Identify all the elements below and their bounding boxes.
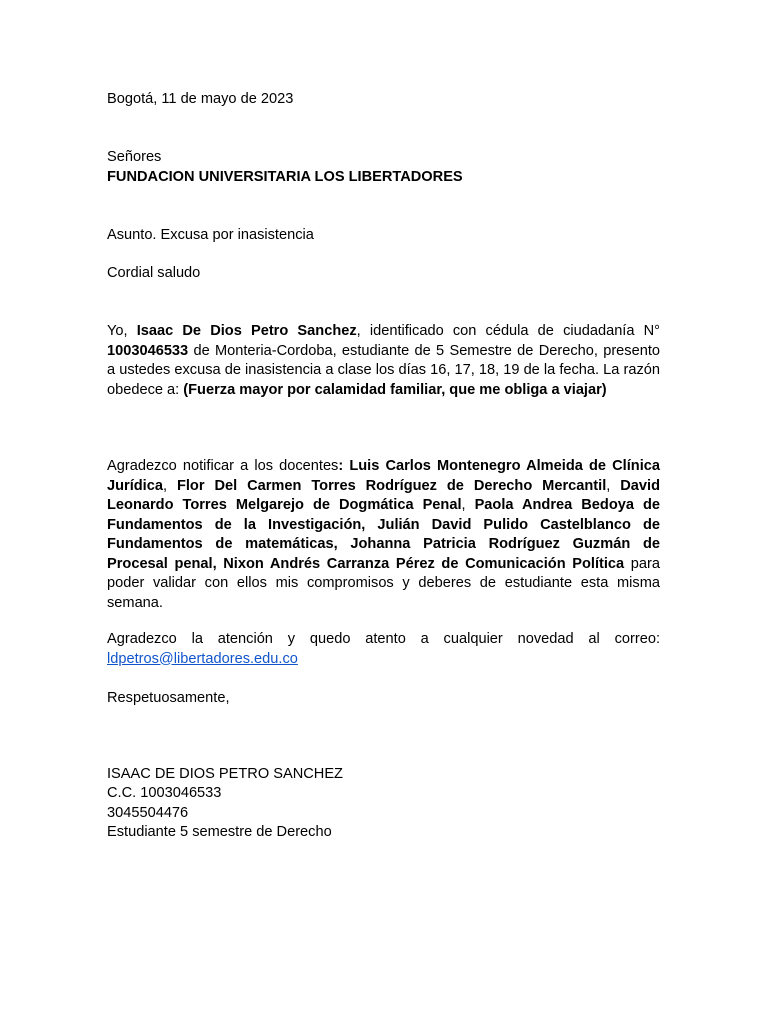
text: , identificado con cédula de ciudadanía N° (356, 323, 661, 339)
letter-page (107, 0, 660, 1024)
text: Agradezco notificar a los docentes (107, 458, 339, 474)
body-paragraph-1 (107, 322, 660, 400)
recipient-greeting: Señores (107, 149, 162, 165)
text: para poder validar con ellos mis compromisos y deberes de estudiante esta misma semana. (107, 555, 661, 611)
teacher-list: Flor Del Carmen Torres Rodríguez de Derecho Mercantil (176, 477, 607, 494)
signature-cc: C.C. 1003046533 (107, 785, 222, 801)
date-line: Bogotá, 11 de mayo de 2023 (107, 91, 294, 107)
subject-line: Asunto. Excusa por inasistencia (107, 227, 314, 243)
separator: , (162, 477, 177, 494)
teacher-list: : Luis Carlos Montenegro Almeida de Clínica Jurídica (107, 458, 660, 494)
text: de Monteria-Cordoba, estudiante de 5 Semestre de Derecho, presento a ustedes excusa de inasistencia a clase los días 16, 17, 18, 19 de la fecha. La razón obedece a: (107, 342, 660, 398)
separator: , (461, 497, 475, 513)
teacher-list: David Leonardo Torres Melgarejo de Dogmática Penal (107, 477, 660, 513)
signature-phone: 3045504476 (107, 805, 189, 821)
absence-reason: (Fuerza mayor por calamidad familiar, que me obliga a viajar) (183, 381, 607, 398)
text: Yo, (107, 323, 137, 339)
body-paragraph-3 (107, 630, 660, 669)
recipient-institution: FUNDACION UNIVERSITARIA LOS LIBERTADORES (107, 169, 463, 185)
salutation: Cordial saludo (107, 265, 201, 281)
student-name: Isaac De Dios Petro Sanchez (136, 323, 357, 339)
teacher-list: Paola Andrea Bedoya de Fundamentos de la Investigación, Julián David Pulido Castelblanco de Fundamentos de matemáticas, Johanna Patricia Rodríguez Guzmán de Procesal penal, Nixon Andrés Carranza Pérez de Comunicación Política (107, 497, 660, 572)
body-paragraph-2 (107, 457, 660, 613)
id-number: 1003046533 (107, 342, 189, 359)
signature-name: ISAAC DE DIOS PETRO SANCHEZ (107, 766, 343, 782)
signature-role: Estudiante 5 semestre de Derecho (107, 824, 332, 840)
email-link[interactable]: ldpetros@libertadores.edu.co (107, 650, 298, 667)
separator: , (606, 477, 621, 494)
text: Agradezco la atención y quedo atento a cualquier novedad al correo: (107, 631, 660, 647)
closing: Respetuosamente, (107, 690, 230, 706)
